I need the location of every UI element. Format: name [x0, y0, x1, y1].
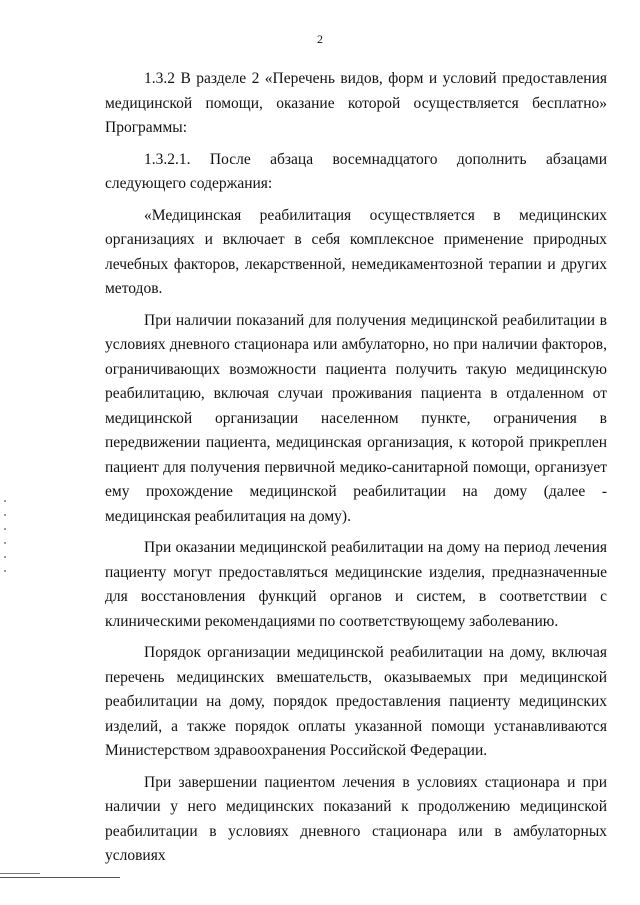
footer-rule-short [0, 873, 40, 874]
paragraph-treatment-completion: При завершении пациентом лечения в условиях стационара и при наличии у него медицинских показаний к продолжению медицинской реабилитации в условиях дневного стационара или в амбулаторных условиях [105, 773, 607, 864]
paragraph-1-3-2: 1.3.2 В разделе 2 «Перечень видов, форм и условий предоставления медицинской помощи, оказание которой осуществляется бесплатно» Программы: [105, 70, 607, 136]
page-number: 2 [317, 32, 323, 46]
scan-margin-marks [4, 500, 6, 590]
paragraph-medical-devices: При оказании медицинской реабилитации на дому на период лечения пациенту могут предоставляться медицинские изделия, предназначенные для восстановления функций органов и систем, в соответствии с клиническими рекомендациями по соответствующему заболеванию. [105, 539, 607, 630]
paragraph-1-3-2-1: 1.3.2.1. После абзаца восемнадцатого дополнить абзацами следующего содержания: [105, 150, 607, 192]
footer-rule [0, 877, 120, 878]
document-body [105, 67, 607, 869]
paragraph-home-rehabilitation: При наличии показаний для получения медицинской реабилитации в условиях дневного стационара или амбулаторно, но при наличии факторов, ограничивающих возможности пациента получить такую медицинскую реабилитацию, включая случаи проживания пациента в отдаленном от медицинской организации населенном пункте, ограничения в передвижении пациента, медицинская организация, к которой прикреплен пациент для получения первичной медико-санитарной помощи, организует ему прохождение медицинской реабилитации на дому (далее - медицинская реабилитация на дому). [105, 311, 607, 525]
paragraph-rehabilitation-definition: «Медицинская реабилитация осуществляется в медицинских организациях и включает в себя комплексное применение природных лечебных факторов, лекарственной, немедикаментозной терапии и других методов. [105, 206, 607, 297]
paragraph-organization-procedure: Порядок организации медицинской реабилитации на дому, включая перечень медицинских вмешательств, оказываемых при медицинской реабилитации на дому, порядок предоставления пациенту медицинских изделий, а также порядок оплаты указанной помощи устанавливаются Министерством здравоохранения Российской Федерации. [105, 644, 607, 759]
